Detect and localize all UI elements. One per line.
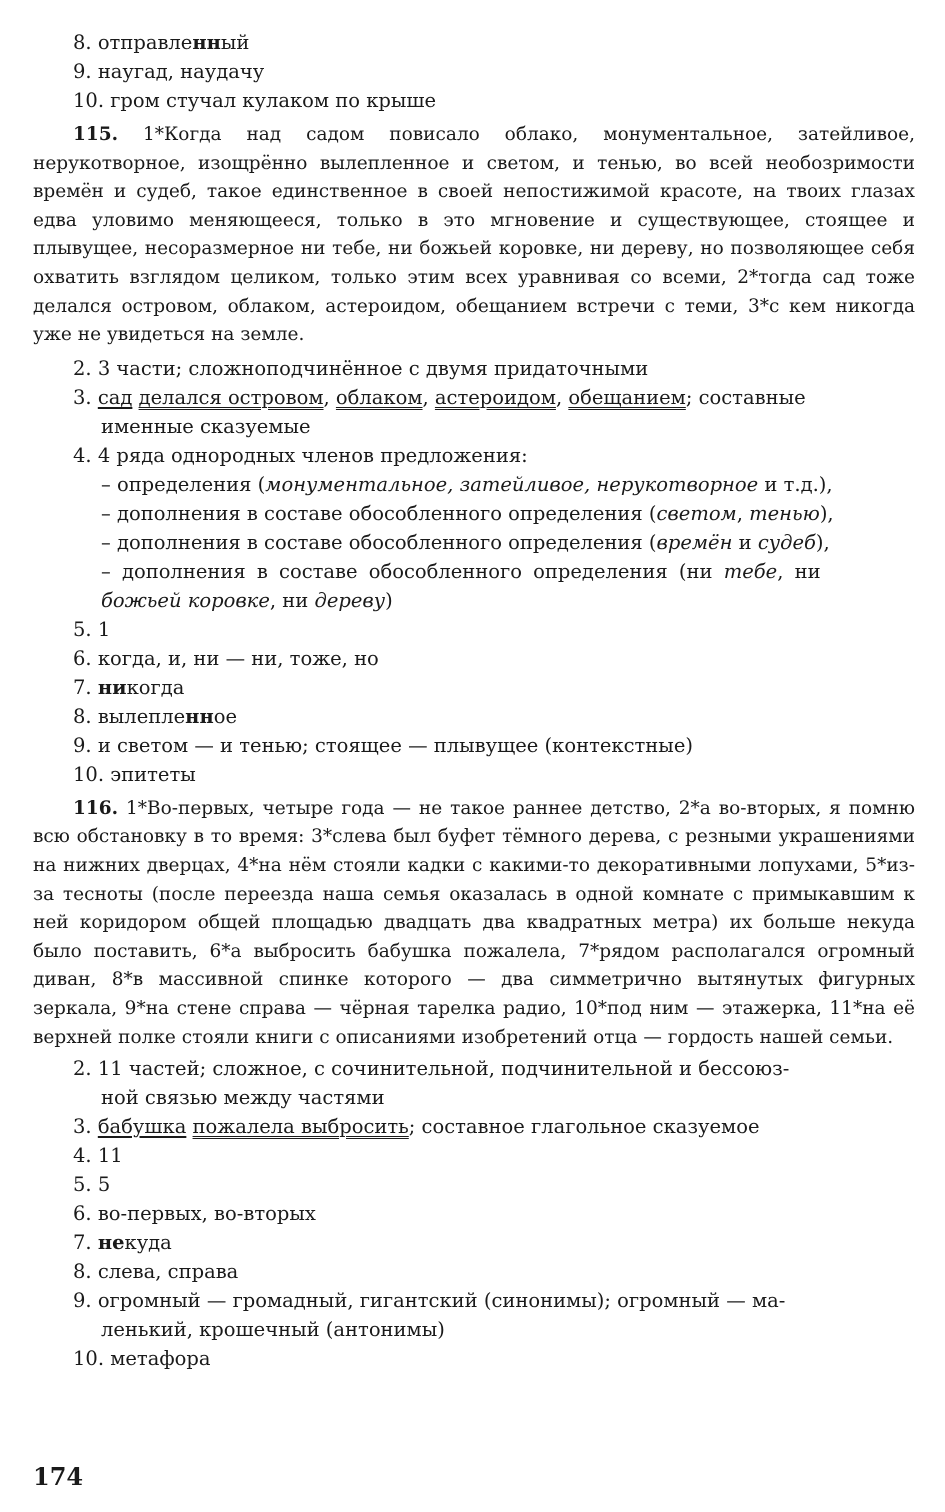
list-item: 9. наугад, наудачу (73, 60, 265, 83)
predicate-underlined: астероидом (434, 385, 556, 409)
list-item-continuation: ленький, крошечный (антонимы) (101, 1318, 445, 1342)
exercise-116-answers (33, 1054, 915, 1373)
page-content (33, 28, 915, 1373)
exercise-116-text: 116. 1*Во-первых, четыре года — не такое раннее детство, 2*а во-вторых, я помню всю обстановку в то время: 3*слева был буфет тёмного дерева, с резными украшениями на нижних дверцах, 4*на нём стояли кадки с какими-то декоративными лопухами, 5*из-за тесноты (после переезда наша семья оказалась в одной комнате с примыкавшим к ней коридором общей площадью двадцать два квадратных метра) их больше некуда было поставить, 6*а выбросить бабушка пожалела, 7*рядом располагался огромный диван, 8*в массивной спинке которого — два симметрично вытянутых фигурных зеркала, 9*на стене справа — чёрная тарелка радио, 10*под ним — этажерка, 11*на её верхней полке стояли книги с описаниями изобретений отца — гордость нашей семьи. (33, 797, 915, 1048)
list-item: 10. метафора (73, 1347, 211, 1371)
list-item: 7. никогда (73, 675, 185, 699)
list-item: 2. 3 части; сложноподчинённое с двумя придаточными (73, 356, 649, 380)
dash-item: – дополнения в составе обособленного определения (времён и судеб), (101, 530, 830, 554)
list-item: 9. и светом — и тенью; стоящее — плывущее (контекстные) (73, 733, 693, 757)
list-item: 9. огромный — громадный, гигантский (синонимы); огромный — ма- (73, 1289, 786, 1313)
list-item: 7. некуда (73, 1231, 172, 1255)
predicate-underlined: обещанием (568, 385, 686, 409)
list-item: 2. 11 частей; сложное, с сочинительной, подчинительной и бессоюз- (73, 1057, 790, 1081)
list-item: 4. 11 (73, 1144, 123, 1168)
predicate-underlined: делался островом (138, 385, 324, 409)
list-item: 8. отправленный (73, 31, 250, 54)
predicate-underlined: пожалела выбросить (192, 1115, 409, 1139)
exercise-115-answers (33, 354, 915, 789)
dash-item: – дополнения в составе обособленного определения (светом, тенью), (101, 501, 834, 525)
dash-item-continuation: божьей коровке, ни дереву) (101, 588, 393, 612)
list-item: 5. 5 (73, 1173, 111, 1197)
list-item: 4. 4 ряда однородных членов предложения: (73, 443, 528, 467)
dash-item: – определения (монументальное, затейливое, нерукотворное и т.д.), (101, 472, 833, 496)
list-item: 8. вылепленное (73, 704, 237, 728)
list-item-continuation: ной связью между частями (101, 1086, 385, 1110)
list-item: 3. сад делался островом, облаком, астероидом, обещанием; составные (73, 385, 806, 409)
list-item: 3. бабушка пожалела выбросить; составное глагольное сказуемое (73, 1115, 760, 1139)
list-item: 6. когда, и, ни — ни, тоже, но (73, 646, 379, 670)
page-number: 174 (33, 1462, 84, 1491)
list-item-continuation: именные сказуемые (101, 414, 311, 438)
exercise-number: 116. (73, 797, 119, 819)
dash-item: – дополнения в составе обособленного определения (ни тебе, ни (101, 559, 821, 583)
list-item: 10. эпитеты (73, 762, 196, 786)
subject-underlined: сад (97, 385, 133, 409)
list-item: 8. слева, справа (73, 1260, 239, 1284)
list-item: 5. 1 (73, 617, 111, 641)
exercise-115-text: 115. 1*Когда над садом повисало облако, монументальное, затейливое, нерукотворное, изощрённо вылепленное и светом, и тенью, во всей необозримости времён и судеб, такое единственное в своей непостижимой красоте, на твоих глазах едва уловимо меняющееся, только в это мгновение и существующее, стоящее и плывущее, несоразмерное ни тебе, ни божьей коровке, ни дереву, но позволяющее себя охватить взглядом целиком, только этим всех уравнивая со всеми, 2*тогда сад тоже делался островом, облаком, астероидом, обещанием встречи с теми, 3*с кем никогда уже не увидеться на земле. (33, 124, 915, 346)
list-item: 10. гром стучал кулаком по крыше (73, 89, 437, 112)
exercise-number: 115. (73, 124, 119, 145)
predicate-underlined: облаком (335, 385, 423, 409)
list-item: 6. во-первых, во-вторых (73, 1202, 316, 1226)
subject-underlined: бабушка (97, 1115, 187, 1139)
